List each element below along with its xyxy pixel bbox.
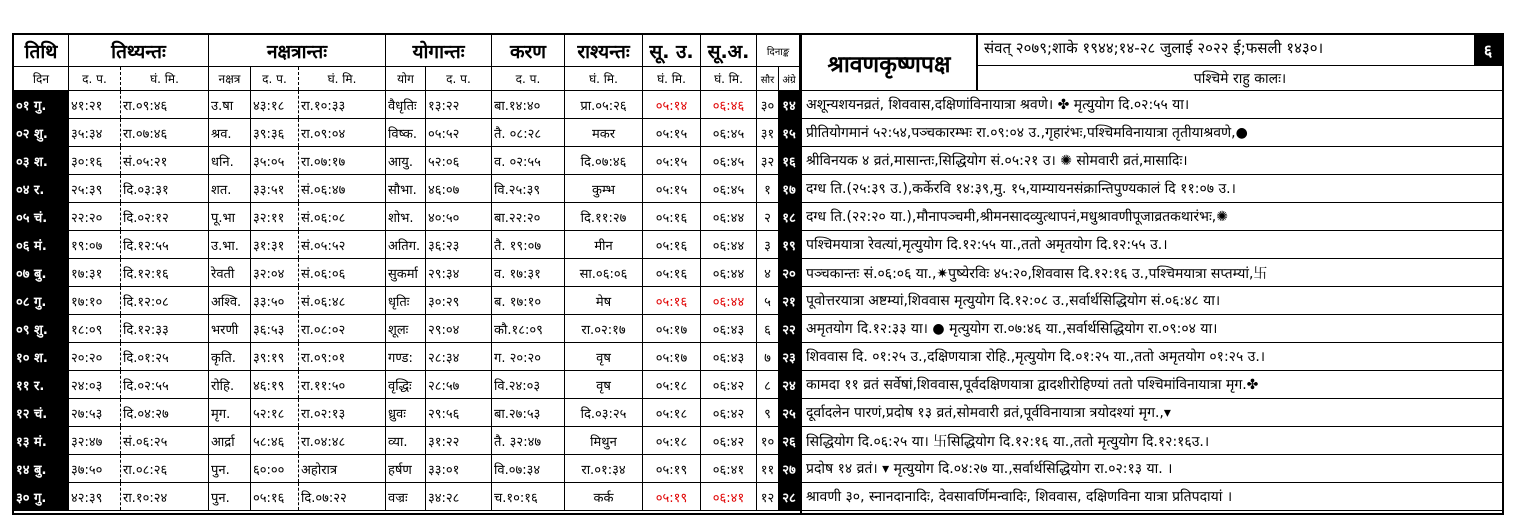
cell-english-date: २५ xyxy=(779,399,800,426)
cell-sunrise: ०५:१६ xyxy=(643,231,701,258)
cell-saur: ५ xyxy=(757,287,779,314)
cell-nak-gm: रा.११:५० xyxy=(299,371,386,398)
event-row: दूर्वादलेन पारणं,प्रदोष १३ व्रतं,सोमवारी व्रतं,पूर्वविनायात्रा त्रयोदश्यां मृग.,▾ xyxy=(802,399,1502,427)
cell-tithi: १३ मं. xyxy=(14,427,69,454)
header-karan: करण xyxy=(492,35,565,66)
cell-sunset: ०६:४३ xyxy=(701,315,757,342)
cell-tithi-dp: २२:२० xyxy=(69,203,121,230)
sub-nak-gm: घं. मि. xyxy=(299,67,386,90)
header-sunset: सू.अ. xyxy=(701,35,757,66)
events-panel xyxy=(800,35,1502,513)
cell-yog-dp: ४६:०७ xyxy=(426,175,492,202)
cell-yog: व्या. xyxy=(386,427,426,454)
cell-karan: बा.२२:२० xyxy=(492,203,565,230)
cell-nak-gm: रा.०२:१३ xyxy=(299,399,386,426)
table-row xyxy=(14,147,800,175)
cell-karan: बा.२७:५३ xyxy=(492,399,565,426)
event-row: अमृतयोग दि.१२:३३ या। ● मृत्युयोग रा.०७:४६ या.,सर्वार्थसिद्धियोग रा.०९:०४ या। xyxy=(802,315,1502,343)
cell-yog: ध्रुवः xyxy=(386,399,426,426)
cell-nak-dp: ३९:३६ xyxy=(251,119,299,146)
cell-sunrise: ०५:१५ xyxy=(643,119,701,146)
cell-rashi: मेष xyxy=(565,287,643,314)
event-row: प्रीतियोगमानं ५२:५४,पञ्चकारम्भः रा.०९:०४ उ.,गृहारंभः,पश्चिमविनायात्रा तृतीयाश्रवणे,● xyxy=(802,119,1502,147)
cell-saur: १० xyxy=(757,427,779,454)
cell-yog: गण्ड: xyxy=(386,343,426,370)
cell-sunrise: ०५:१९ xyxy=(643,483,701,510)
cell-sunset: ०६:४१ xyxy=(701,483,757,510)
cell-sunrise: ०५:१७ xyxy=(643,343,701,370)
cell-saur: ९ xyxy=(757,399,779,426)
cell-rashi: प्रा.०५:२६ xyxy=(565,91,643,118)
cell-yog-dp: २८:३४ xyxy=(426,343,492,370)
cell-tithi-dp: १९:०७ xyxy=(69,231,121,258)
cell-tithi-dp: २४:०३ xyxy=(69,371,121,398)
cell-tithi-gm: रा.०८:२६ xyxy=(121,455,209,482)
cell-saur: ११ xyxy=(757,455,779,482)
event-row: शिववास दि. ०१:२५ उ.,दक्षिणयात्रा रोहि.,मृत्युयोग दि.०१:२५ या.,ततो अमृतयोग ०१:२५ उ.। xyxy=(802,343,1502,371)
cell-english-date: २६ xyxy=(779,427,800,454)
cell-tithi: १४ बु. xyxy=(14,455,69,482)
cell-rashi: मीन xyxy=(565,231,643,258)
cell-nak-dp: ३३:५१ xyxy=(251,175,299,202)
cell-tithi: ०५ चं. xyxy=(14,203,69,230)
cell-nak-gm: रा.०८:०२ xyxy=(299,315,386,342)
table-row xyxy=(14,119,800,147)
cell-yog: सुकर्मा xyxy=(386,259,426,286)
cell-tithi-gm: दि.०४:२७ xyxy=(121,399,209,426)
cell-tithi-gm: दि.१२:५५ xyxy=(121,231,209,258)
cell-sunrise: ०५:१८ xyxy=(643,371,701,398)
cell-tithi-gm: रा.०७:४६ xyxy=(121,119,209,146)
cell-saur: ३० xyxy=(757,91,779,118)
cell-sunrise: ०५:१८ xyxy=(643,427,701,454)
cell-yog: शोभ. xyxy=(386,203,426,230)
month-title: श्रावणकृष्णपक्ष xyxy=(802,35,978,90)
cell-karan: व. ०२:५५ xyxy=(492,147,565,174)
sub-karan-dp: द. प. xyxy=(492,67,565,90)
cell-nak-gm: रा.१०:३३ xyxy=(299,91,386,118)
cell-yog-dp: २९:५६ xyxy=(426,399,492,426)
cell-saur: ६ xyxy=(757,315,779,342)
cell-nak-gm: अहोरात्र xyxy=(299,455,386,482)
cell-nak-dp: ३२:०४ xyxy=(251,259,299,286)
sub-yog-dp: द. प. xyxy=(426,67,492,90)
cell-rashi: रा.०१:३४ xyxy=(565,455,643,482)
cell-karan: ग. २०:२० xyxy=(492,343,565,370)
cell-nak-gm: सं.०५:५२ xyxy=(299,231,386,258)
cell-yog-dp: ४०:५० xyxy=(426,203,492,230)
cell-rashi: मकर xyxy=(565,119,643,146)
cell-tithi-gm: दि.०२:१२ xyxy=(121,203,209,230)
sub-din: दिन xyxy=(14,67,69,90)
cell-tithi-dp: ४२:३९ xyxy=(69,483,121,510)
cell-karan: वि.०७:३४ xyxy=(492,455,565,482)
cell-tithi: ०२ शु. xyxy=(14,119,69,146)
table-row xyxy=(14,91,800,119)
panchang-sheet xyxy=(12,33,1504,515)
cell-nak-gm: दि.०७:२२ xyxy=(299,483,386,510)
sub-yog: योग xyxy=(386,67,426,90)
table-row xyxy=(14,203,800,231)
cell-nak-gm: सं.०६:०८ xyxy=(299,203,386,230)
cell-nakshatra: पुन. xyxy=(209,483,251,510)
cell-yog-dp: ३०:२९ xyxy=(426,287,492,314)
cell-yog-dp: ३३:०१ xyxy=(426,455,492,482)
sub-nak-dp: द. प. xyxy=(251,67,299,90)
cell-nakshatra: मृग. xyxy=(209,399,251,426)
cell-nakshatra: शत. xyxy=(209,175,251,202)
sub-sunrise-gm: घं. मि. xyxy=(643,67,701,90)
event-row: दग्ध ति.(२२:२० या.),मौनापञ्चमी,श्रीमनसादव्युत्थापनं,मधुश्रावणीपूजाव्रतकथारंभः,✺ xyxy=(802,203,1502,231)
cell-nakshatra: उ.षा xyxy=(209,91,251,118)
cell-nakshatra: पू.भा xyxy=(209,203,251,230)
sub-nakshatra: नक्षत्र xyxy=(209,67,251,90)
cell-tithi: ०३ श. xyxy=(14,147,69,174)
sub-sunset-gm: घं. मि. xyxy=(701,67,757,90)
cell-karan: वि.२५:३९ xyxy=(492,175,565,202)
cell-tithi: ०१ गु. xyxy=(14,91,69,118)
cell-tithi-gm: रा.०९:४६ xyxy=(121,91,209,118)
cell-tithi-dp: ३५:३४ xyxy=(69,119,121,146)
cell-yog: अतिग. xyxy=(386,231,426,258)
cell-karan: तै. ०८:२८ xyxy=(492,119,565,146)
cell-english-date: २१ xyxy=(779,287,800,314)
cell-english-date: २७ xyxy=(779,455,800,482)
cell-saur: ८ xyxy=(757,371,779,398)
cell-tithi-gm: दि.०३:३१ xyxy=(121,175,209,202)
cell-saur: ३१ xyxy=(757,119,779,146)
month-header xyxy=(802,35,1502,91)
cell-tithi: १० श. xyxy=(14,343,69,370)
cell-tithi-gm: दि.१२:३३ xyxy=(121,315,209,342)
cell-english-date: १९ xyxy=(779,231,800,258)
cell-sunset: ०६:४२ xyxy=(701,427,757,454)
event-row: श्रावणी ३०, स्नानदानादिः, देवसावर्णिमन्वादिः, शिववास, दक्षिणविना यात्रा प्रतिपदायां । xyxy=(802,483,1502,511)
cell-tithi-gm: दि.१२:१६ xyxy=(121,259,209,286)
cell-yog-dp: ०५:५२ xyxy=(426,119,492,146)
table-row xyxy=(14,343,800,371)
cell-rashi: वृष xyxy=(565,343,643,370)
cell-english-date: १८ xyxy=(779,203,800,230)
cell-rashi: दि.०३:२५ xyxy=(565,399,643,426)
table-row xyxy=(14,231,800,259)
sub-angrezi: अंग्रे xyxy=(779,67,800,90)
cell-sunset: ०६:४३ xyxy=(701,343,757,370)
sub-tithi-dp: द. प. xyxy=(69,67,121,90)
cell-saur: १ xyxy=(757,175,779,202)
cell-yog: आयु. xyxy=(386,147,426,174)
panchang-table xyxy=(14,35,800,513)
cell-nak-dp: ३६:५३ xyxy=(251,315,299,342)
cell-yog-dp: १३:२२ xyxy=(426,91,492,118)
sub-rashi-gm: घं. मि. xyxy=(565,67,643,90)
header-yoganta: योगान्तः xyxy=(386,35,492,66)
cell-sunset: ०६:४४ xyxy=(701,287,757,314)
event-row: अशून्यशयनव्रतं, शिववास,दक्षिणांविनायात्रा श्रवणे। ✤ मृत्युयोग दि.०२:५५ या। xyxy=(802,91,1502,119)
cell-tithi-gm: रा.१०:२४ xyxy=(121,483,209,510)
cell-yog: शूलः xyxy=(386,315,426,342)
cell-sunset: ०६:४४ xyxy=(701,203,757,230)
event-row: पञ्चकान्तः सं.०६:०६ या.,✷पुष्येरविः ४५:२०,शिववास दि.१२:१६ उ.,पश्चिमयात्रा सप्तम्यां,卐 xyxy=(802,259,1502,287)
cell-sunrise: ०५:१७ xyxy=(643,315,701,342)
cell-sunset: ०६:४१ xyxy=(701,455,757,482)
cell-english-date: २२ xyxy=(779,315,800,342)
cell-english-date: २८ xyxy=(779,483,800,510)
cell-sunset: ०६:४६ xyxy=(701,91,757,118)
table-row xyxy=(14,483,800,511)
cell-karan: च.१०:१६ xyxy=(492,483,565,510)
cell-yog: वज्रः xyxy=(386,483,426,510)
cell-saur: ४ xyxy=(757,259,779,286)
header-rashyanta: राश्यन्तः xyxy=(565,35,643,66)
cell-nak-gm: रा.०७:१७ xyxy=(299,147,386,174)
cell-nak-gm: सं.०६:०६ xyxy=(299,259,386,286)
event-row: पूवोत्तरयात्रा अष्टम्यां,शिववास मृत्युयोग दि.१२:०८ उ.,सर्वार्थसिद्धियोग सं.०६:४८ या। xyxy=(802,287,1502,315)
cell-nakshatra: अश्वि. xyxy=(209,287,251,314)
cell-tithi-dp: ४१:२१ xyxy=(69,91,121,118)
cell-sunset: ०६:४४ xyxy=(701,231,757,258)
cell-sunrise: ०५:१६ xyxy=(643,287,701,314)
cell-tithi: ०७ बु. xyxy=(14,259,69,286)
cell-nak-gm: सं.०६:४७ xyxy=(299,175,386,202)
table-row xyxy=(14,175,800,203)
event-row: सिद्धियोग दि.०६:२५ या। 卐सिद्धियोग दि.१२:१६ या.,ततो मृत्युयोग दि.१२:१६उ.। xyxy=(802,427,1502,455)
table-row xyxy=(14,287,800,315)
page-number: ६ xyxy=(1474,35,1502,65)
table-row xyxy=(14,399,800,427)
cell-nakshatra: उ.भा. xyxy=(209,231,251,258)
cell-yog-dp: २९:३४ xyxy=(426,259,492,286)
cell-karan: तै. १९:०७ xyxy=(492,231,565,258)
cell-nak-dp: ५८:४६ xyxy=(251,427,299,454)
event-row: प्रदोष १४ व्रतं। ▾ मृत्युयोग दि.०४:२७ या.,सर्वार्थसिद्धियोग रा.०२:१३ या. । xyxy=(802,455,1502,483)
cell-nakshatra: भरणी xyxy=(209,315,251,342)
cell-rashi: कर्क xyxy=(565,483,643,510)
cell-rashi: दि.११:२७ xyxy=(565,203,643,230)
cell-rashi: मिथुन xyxy=(565,427,643,454)
cell-sunset: ०६:४५ xyxy=(701,147,757,174)
cell-karan: तै. ३२:४७ xyxy=(492,427,565,454)
cell-tithi-dp: २७:५३ xyxy=(69,399,121,426)
cell-yog: हर्षण xyxy=(386,455,426,482)
table-row xyxy=(14,371,800,399)
cell-tithi: ०९ शु. xyxy=(14,315,69,342)
cell-yog-dp: ३१:२२ xyxy=(426,427,492,454)
cell-english-date: १४ xyxy=(779,91,800,118)
cell-tithi-dp: १७:३१ xyxy=(69,259,121,286)
cell-tithi: ३० गु. xyxy=(14,483,69,510)
cell-english-date: १७ xyxy=(779,175,800,202)
cell-saur: ३२ xyxy=(757,147,779,174)
cell-rashi: दि.०७:४६ xyxy=(565,147,643,174)
cell-nakshatra: कृति. xyxy=(209,343,251,370)
header-sunrise: सू. उ. xyxy=(643,35,701,66)
cell-rashi: सा.०६:०६ xyxy=(565,259,643,286)
cell-karan: ब. १७:१० xyxy=(492,287,565,314)
table-row xyxy=(14,259,800,287)
cell-tithi: १२ चं. xyxy=(14,399,69,426)
cell-tithi-gm: दि.०१:२५ xyxy=(121,343,209,370)
cell-nak-gm: रा.०९:०४ xyxy=(299,119,386,146)
cell-sunset: ०६:४५ xyxy=(701,119,757,146)
subheader-row xyxy=(14,67,800,91)
cell-tithi-gm: सं.०५:२१ xyxy=(121,147,209,174)
cell-nak-dp: ६०:०० xyxy=(251,455,299,482)
cell-tithi: ०८ गु. xyxy=(14,287,69,314)
cell-yog: सौभा. xyxy=(386,175,426,202)
cell-tithi: ०४ र. xyxy=(14,175,69,202)
cell-english-date: २० xyxy=(779,259,800,286)
cell-yog-dp: २८:५७ xyxy=(426,371,492,398)
cell-english-date: १६ xyxy=(779,147,800,174)
cell-yog-dp: ३४:२८ xyxy=(426,483,492,510)
cell-sunrise: ०५:१५ xyxy=(643,147,701,174)
cell-nakshatra: रोहि. xyxy=(209,371,251,398)
cell-nak-gm: रा.०९:०१ xyxy=(299,343,386,370)
header-row xyxy=(14,35,800,67)
cell-sunset: ०६:४५ xyxy=(701,175,757,202)
header-tithi: तिथि xyxy=(14,35,69,66)
cell-tithi-dp: २५:३९ xyxy=(69,175,121,202)
cell-nakshatra: आर्द्रा xyxy=(209,427,251,454)
cell-karan: कौ.१८:०९ xyxy=(492,315,565,342)
sub-tithi-gm: घं. मि. xyxy=(121,67,209,90)
cell-nak-dp: ३१:३१ xyxy=(251,231,299,258)
cell-nak-dp: ३५:०५ xyxy=(251,147,299,174)
table-row xyxy=(14,315,800,343)
cell-sunrise: ०५:१६ xyxy=(643,259,701,286)
event-row: पश्चिमयात्रा रेवत्यां,मृत्युयोग दि.१२:५५ या.,ततो अमृतयोग दि.१२:५५ उ.। xyxy=(802,231,1502,259)
cell-sunset: ०६:४२ xyxy=(701,371,757,398)
cell-yog: वृद्धिः xyxy=(386,371,426,398)
cell-karan: बा.१४:४० xyxy=(492,91,565,118)
cell-karan: वि.२४:०३ xyxy=(492,371,565,398)
cell-nakshatra: रेवती xyxy=(209,259,251,286)
cell-yog-dp: ३६:२३ xyxy=(426,231,492,258)
cell-saur: ३ xyxy=(757,231,779,258)
event-row: श्रीविनयक ४ व्रतं,मासान्तः,सिद्धियोग सं.०५:२१ उ। ✺ सोमवारी व्रतं,मासादिः। xyxy=(802,147,1502,175)
cell-english-date: २४ xyxy=(779,371,800,398)
table-row xyxy=(14,455,800,483)
samvat-line: संवत् २०७९;शाके १९४४;१४-२८ जुलाई २०२२ ई;फसली १४३०। xyxy=(984,39,1324,57)
cell-sunrise: ०५:१५ xyxy=(643,175,701,202)
cell-yog-dp: २९:०४ xyxy=(426,315,492,342)
cell-english-date: १५ xyxy=(779,119,800,146)
cell-nak-dp: ४३:१८ xyxy=(251,91,299,118)
cell-nak-dp: ३९:१९ xyxy=(251,343,299,370)
cell-sunrise: ०५:१९ xyxy=(643,455,701,482)
cell-rashi: रा.०२:१७ xyxy=(565,315,643,342)
cell-sunset: ०६:४४ xyxy=(701,259,757,286)
cell-tithi-gm: सं.०६:२५ xyxy=(121,427,209,454)
header-nakshatranta: नक्षत्रान्तः xyxy=(209,35,386,66)
cell-nak-dp: ४६:१९ xyxy=(251,371,299,398)
cell-sunset: ०६:४२ xyxy=(701,399,757,426)
header-tithyanta: तिथ्यन्तः xyxy=(69,35,209,66)
cell-nak-gm: सं.०६:४८ xyxy=(299,287,386,314)
cell-tithi-dp: २०:२० xyxy=(69,343,121,370)
cell-saur: १२ xyxy=(757,483,779,510)
cell-sunrise: ०५:१८ xyxy=(643,399,701,426)
cell-tithi-dp: ३७:५० xyxy=(69,455,121,482)
cell-yog-dp: ५२:०६ xyxy=(426,147,492,174)
cell-nakshatra: धनि. xyxy=(209,147,251,174)
cell-tithi-gm: दि.०२:५५ xyxy=(121,371,209,398)
cell-tithi-dp: १८:०९ xyxy=(69,315,121,342)
cell-tithi: ११ र. xyxy=(14,371,69,398)
cell-rashi: कुम्भ xyxy=(565,175,643,202)
cell-rashi: वृष xyxy=(565,371,643,398)
cell-yog: धृतिः xyxy=(386,287,426,314)
cell-sunrise: ०५:१४ xyxy=(643,91,701,118)
cell-nak-gm: रा.०४:४८ xyxy=(299,427,386,454)
cell-nak-dp: ५२:१८ xyxy=(251,399,299,426)
cell-nak-dp: ३२:११ xyxy=(251,203,299,230)
cell-yog: वैधृतिः xyxy=(386,91,426,118)
table-row xyxy=(14,427,800,455)
cell-sunrise: ०५:१६ xyxy=(643,203,701,230)
header-dinank: दिनाङ्क xyxy=(757,35,800,66)
cell-nakshatra: श्रव. xyxy=(209,119,251,146)
cell-tithi-dp: १७:१० xyxy=(69,287,121,314)
cell-yog: विष्क. xyxy=(386,119,426,146)
cell-tithi-dp: ३०:१६ xyxy=(69,147,121,174)
cell-tithi-dp: ३२:४७ xyxy=(69,427,121,454)
rahu-kal: पश्चिमे राहु कालः। xyxy=(978,65,1502,90)
cell-nak-dp: ३३:५० xyxy=(251,287,299,314)
cell-english-date: २३ xyxy=(779,343,800,370)
sub-saur: सौर xyxy=(757,67,779,90)
event-row: कामदा ११ व्रतं सर्वेषां,शिववास,पूर्वदक्षिणयात्रा द्वादशीरोहिण्यां ततो पश्चिमांविनायात्रा मृग.✤ xyxy=(802,371,1502,399)
cell-tithi: ०६ मं. xyxy=(14,231,69,258)
cell-karan: व. १७:३१ xyxy=(492,259,565,286)
cell-saur: ७ xyxy=(757,343,779,370)
cell-nak-dp: ०५:१६ xyxy=(251,483,299,510)
cell-tithi-gm: दि.१२:०८ xyxy=(121,287,209,314)
cell-nakshatra: पुन. xyxy=(209,455,251,482)
cell-saur: २ xyxy=(757,203,779,230)
event-row: दग्ध ति.(२५:३९ उ.),कर्केरवि १४:३९,मु. १५,याम्यायनसंक्रान्तिपुण्यकालं दि ११:०७ उ.। xyxy=(802,175,1502,203)
